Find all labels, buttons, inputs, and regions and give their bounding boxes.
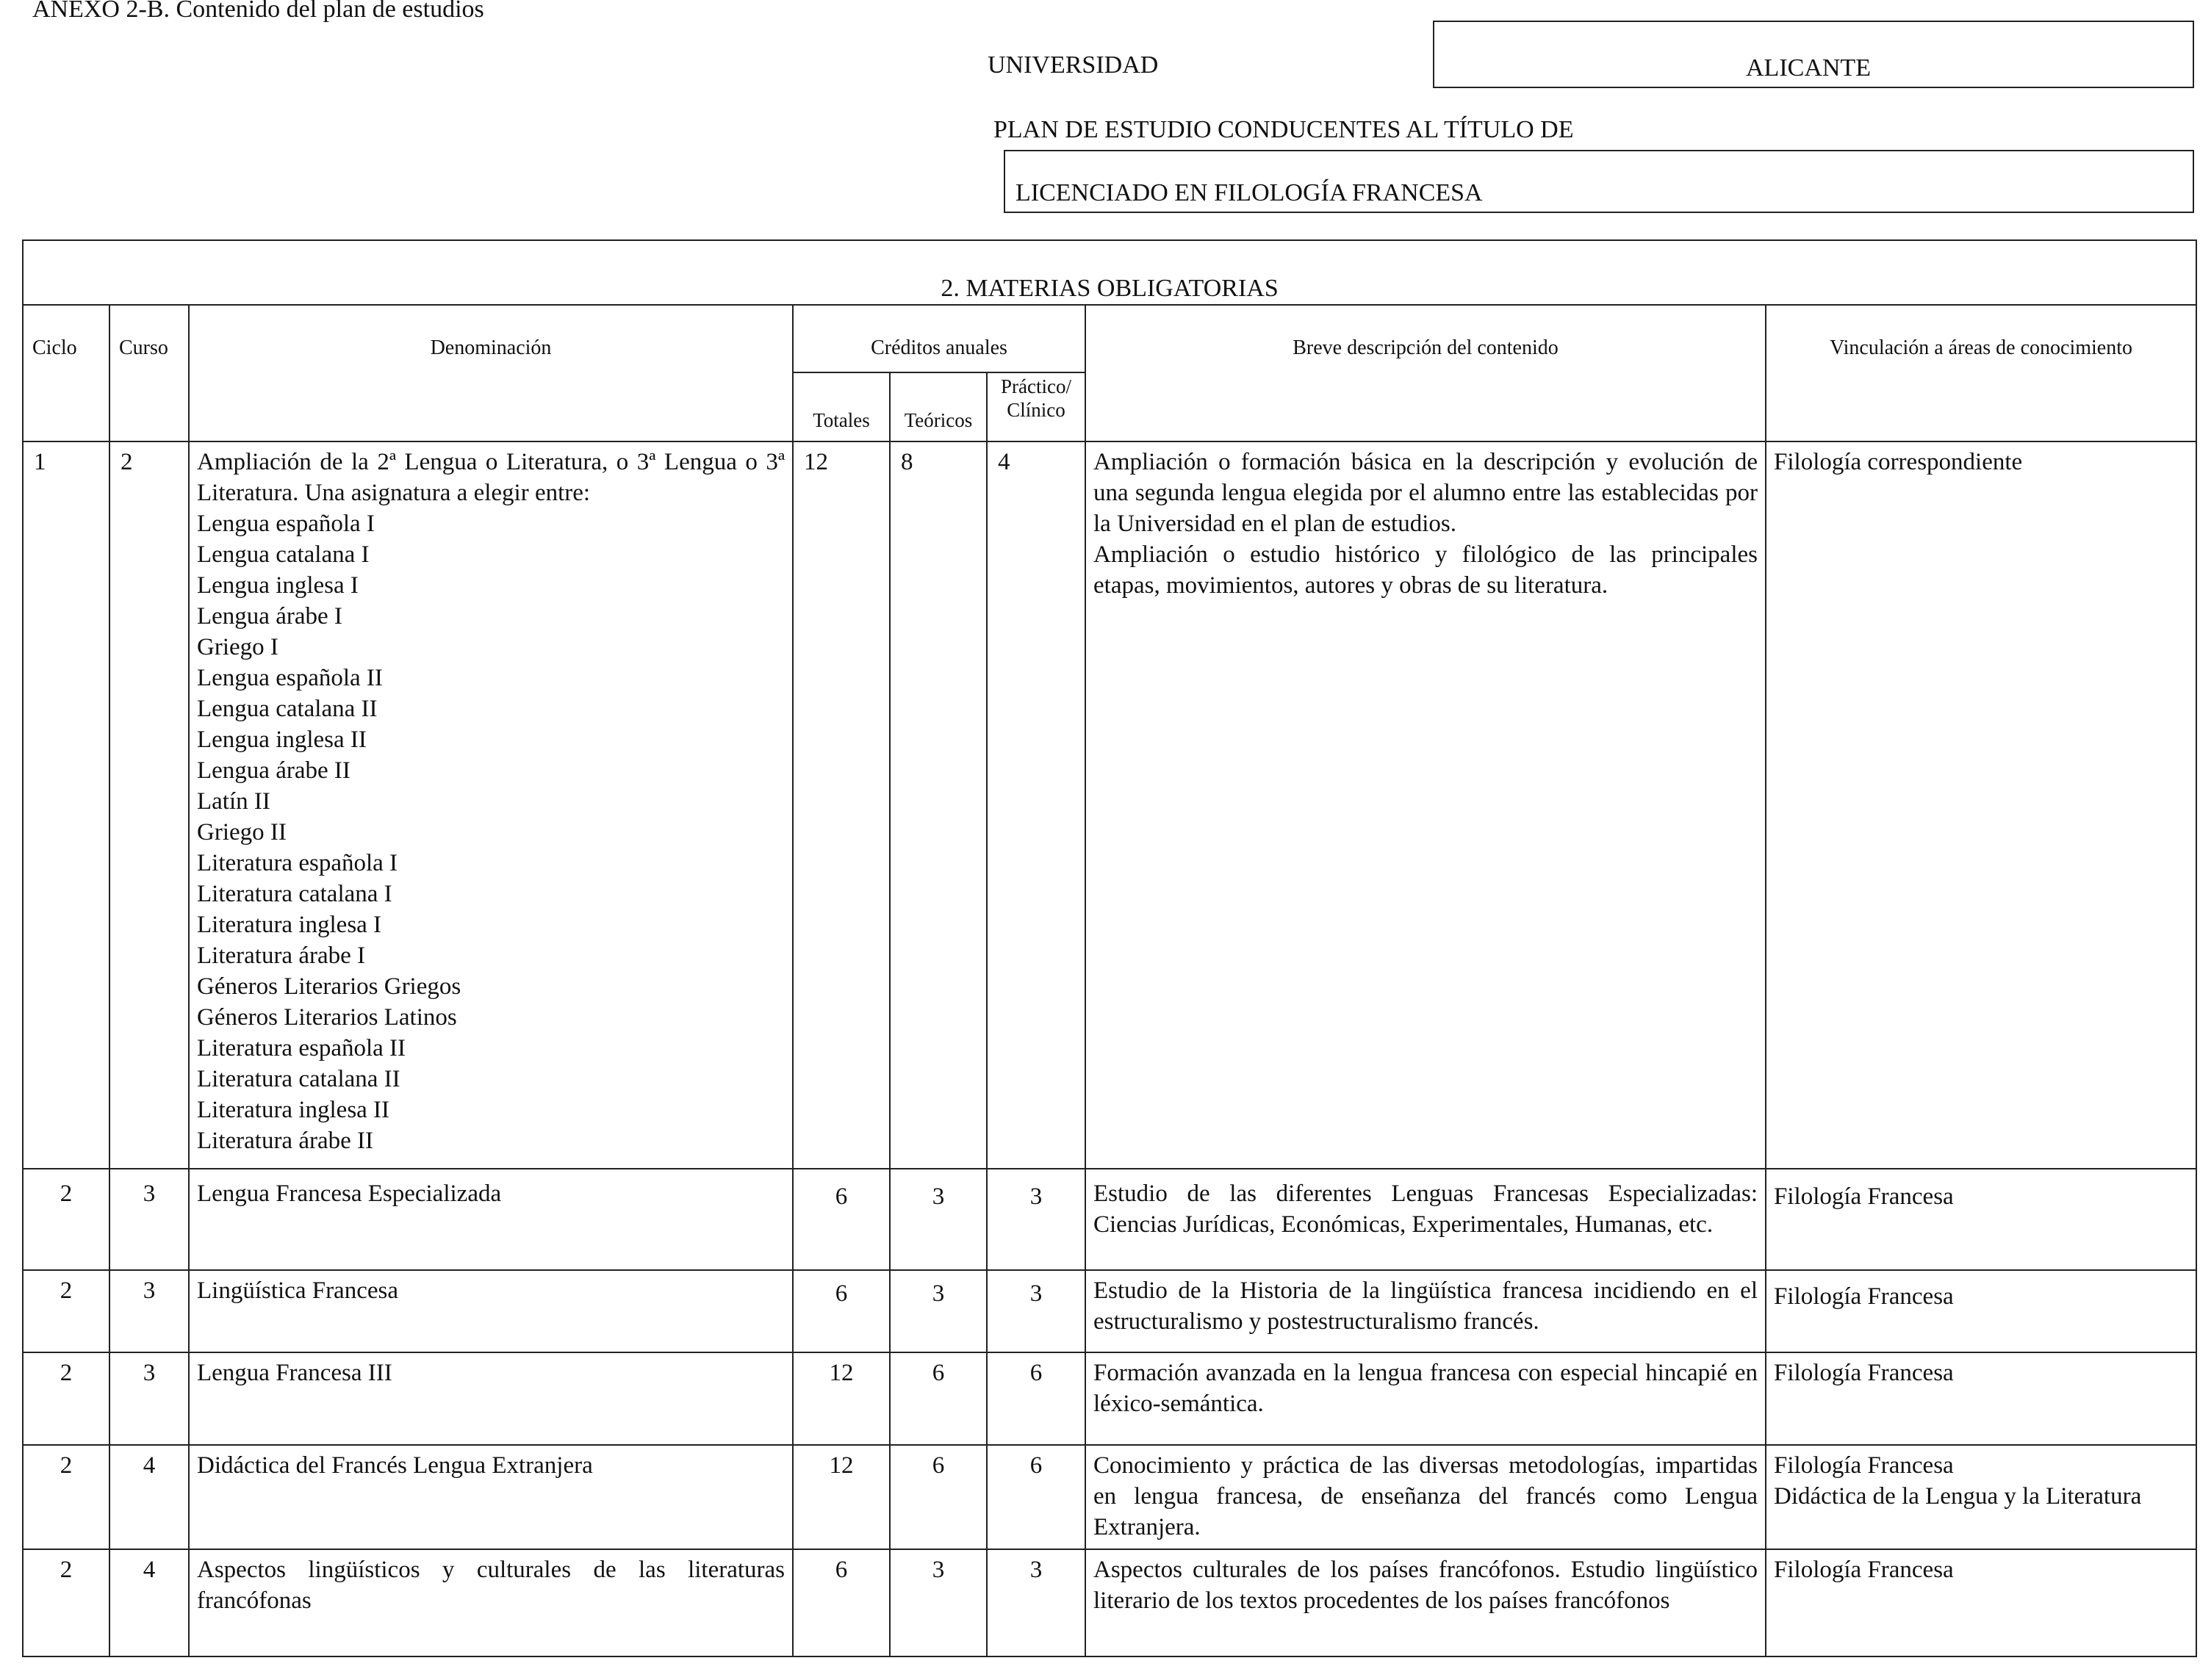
vinculacion-cell: Filología Francesa <box>1766 1169 2196 1270</box>
subject-item: Literatura española II <box>197 1035 406 1061</box>
vinculacion-text: Didáctica de la Lengua y la Literatura <box>1774 1483 2142 1510</box>
teoricos-cell: 6 <box>890 1352 987 1445</box>
descripcion-cell: Estudio de las diferentes Lenguas Francesas Especializadas: Ciencias Jurídicas, Económicas, Experimentales, Humanas, etc. <box>1085 1169 1766 1270</box>
denominacion-cell: Aspectos lingüísticos y culturales de las literaturas francófonas <box>189 1549 793 1656</box>
descripcion-cell: Formación avanzada en la lengua francesa con especial hincapié en léxico-semántica. <box>1085 1352 1766 1445</box>
col-creditos: Créditos anuales <box>793 305 1085 372</box>
descripcion-cell: Estudio de la Historia de la lingüística francesa incidiendo en el estructuralismo y postestructuralismo francés. <box>1085 1270 1766 1352</box>
practicos-cell: 6 <box>987 1352 1085 1445</box>
table-row <box>23 1169 2196 1270</box>
subject-item: Latín II <box>197 788 270 815</box>
denominacion-cell <box>189 441 793 1169</box>
table-row <box>23 1549 2196 1656</box>
university-label: UNIVERSIDAD <box>988 51 1159 79</box>
ciclo-cell: 2 <box>23 1352 109 1445</box>
vinculacion-text: Filología Francesa <box>1774 1452 1954 1479</box>
degree-box <box>1004 150 2194 213</box>
practicos-cell: 6 <box>987 1445 1085 1549</box>
annex-title: ANEXO 2-B. Contenido del plan de estudios <box>32 0 484 23</box>
subject-item: Literatura catalana I <box>197 881 392 907</box>
teoricos-cell: 3 <box>890 1270 987 1352</box>
descripcion-text: Ampliación o estudio histórico y filológico de las principales etapas, movimientos, autores y obras de su literatura. <box>1093 541 1758 599</box>
university-box <box>1433 21 2194 88</box>
col-practico-line1: Práctico/ <box>1001 375 1071 397</box>
descripcion-text: Ampliación o formación básica en la descripción y evolución de una segunda lengua elegida por el alumno entre las establecidas por la Universidad en el plan de estudios. <box>1093 449 1758 537</box>
materias-table <box>22 239 2197 1657</box>
col-practico-line2: Clínico <box>1007 399 1065 421</box>
plan-label: PLAN DE ESTUDIO CONDUCENTES AL TÍTULO DE <box>993 116 1574 143</box>
subject-item: Griego II <box>197 819 287 846</box>
col-practico <box>987 372 1085 441</box>
col-ciclo: Ciclo <box>23 305 109 441</box>
subject-item: Lengua catalana II <box>197 696 378 722</box>
totales-cell: 12 <box>793 441 890 1169</box>
subject-item: Literatura española I <box>197 850 398 876</box>
denominacion-cell: Lengua Francesa Especializada <box>189 1169 793 1270</box>
subject-item: Lengua española II <box>197 665 383 691</box>
subject-item: Lengua árabe I <box>197 603 342 630</box>
section-title: 2. MATERIAS OBLIGATORIAS <box>23 240 2196 305</box>
subject-item: Lengua inglesa I <box>197 572 359 599</box>
practicos-cell: 3 <box>987 1270 1085 1352</box>
denominacion-cell: Lengua Francesa III <box>189 1352 793 1445</box>
ciclo-cell: 1 <box>23 441 109 1169</box>
totales-cell: 6 <box>793 1270 890 1352</box>
curso-cell: 3 <box>109 1270 189 1352</box>
curso-cell: 4 <box>109 1549 189 1656</box>
col-descripcion: Breve descripción del contenido <box>1085 305 1766 441</box>
ciclo-cell: 2 <box>23 1549 109 1656</box>
denominacion-cell: Didáctica del Francés Lengua Extranjera <box>189 1445 793 1549</box>
descripcion-cell <box>1085 441 1766 1169</box>
degree-title: LICENCIADO EN FILOLOGÍA FRANCESA <box>1015 179 1483 206</box>
col-teoricos: Teóricos <box>890 372 987 441</box>
subject-item: Literatura inglesa II <box>197 1097 390 1123</box>
vinculacion-cell: Filología correspondiente <box>1766 441 2196 1169</box>
totales-cell: 12 <box>793 1352 890 1445</box>
curso-cell: 3 <box>109 1169 189 1270</box>
practicos-cell: 4 <box>987 441 1085 1169</box>
subject-item: Lengua catalana I <box>197 541 370 568</box>
denominacion-text: Ampliación de la 2ª Lengua o Literatura, o 3ª Lengua o 3ª Literatura. Una asignatura a elegir entre: <box>197 449 785 506</box>
col-curso: Curso <box>109 305 189 441</box>
ciclo-cell: 2 <box>23 1270 109 1352</box>
practicos-cell: 3 <box>987 1169 1085 1270</box>
subject-item: Lengua española I <box>197 511 375 537</box>
table-row <box>23 1352 2196 1445</box>
subject-item: Literatura catalana II <box>197 1066 400 1092</box>
descripcion-cell: Conocimiento y práctica de las diversas metodologías, impartidas en lengua francesa, de enseñanza del francés como Lengua Extranjera. <box>1085 1445 1766 1549</box>
vinculacion-cell: Filología Francesa <box>1766 1270 2196 1352</box>
totales-cell: 6 <box>793 1549 890 1656</box>
denominacion-cell: Lingüística Francesa <box>189 1270 793 1352</box>
curso-cell: 4 <box>109 1445 189 1549</box>
teoricos-cell: 6 <box>890 1445 987 1549</box>
subject-item: Literatura árabe II <box>197 1128 373 1154</box>
vinculacion-cell <box>1766 1445 2196 1549</box>
col-totales: Totales <box>793 372 890 441</box>
curso-cell: 3 <box>109 1352 189 1445</box>
teoricos-cell: 8 <box>890 441 987 1169</box>
teoricos-cell: 3 <box>890 1169 987 1270</box>
curso-cell: 2 <box>109 441 189 1169</box>
subject-item: Griego I <box>197 634 278 660</box>
subject-item: Literatura árabe I <box>197 942 366 969</box>
vinculacion-cell: Filología Francesa <box>1766 1549 2196 1656</box>
subject-item: Géneros Literarios Griegos <box>197 973 461 1000</box>
table-row <box>23 1445 2196 1549</box>
teoricos-cell: 3 <box>890 1549 987 1656</box>
subject-item: Géneros Literarios Latinos <box>197 1004 457 1031</box>
descripcion-cell: Aspectos culturales de los países francófonos. Estudio lingüístico literario de los textos procedentes de los países francófonos <box>1085 1549 1766 1656</box>
vinculacion-cell: Filología Francesa <box>1766 1352 2196 1445</box>
subject-item: Lengua árabe II <box>197 757 351 784</box>
ciclo-cell: 2 <box>23 1445 109 1549</box>
totales-cell: 6 <box>793 1169 890 1270</box>
table-row <box>23 1270 2196 1352</box>
university-name: ALICANTE <box>1746 54 1871 82</box>
subject-item: Literatura inglesa I <box>197 912 382 938</box>
practicos-cell: 3 <box>987 1549 1085 1656</box>
col-denominacion: Denominación <box>189 305 793 441</box>
col-vinculacion: Vinculación a áreas de conocimiento <box>1766 305 2196 441</box>
ciclo-cell: 2 <box>23 1169 109 1270</box>
totales-cell: 12 <box>793 1445 890 1549</box>
table-row <box>23 441 2196 1169</box>
subject-item: Lengua inglesa II <box>197 727 367 753</box>
